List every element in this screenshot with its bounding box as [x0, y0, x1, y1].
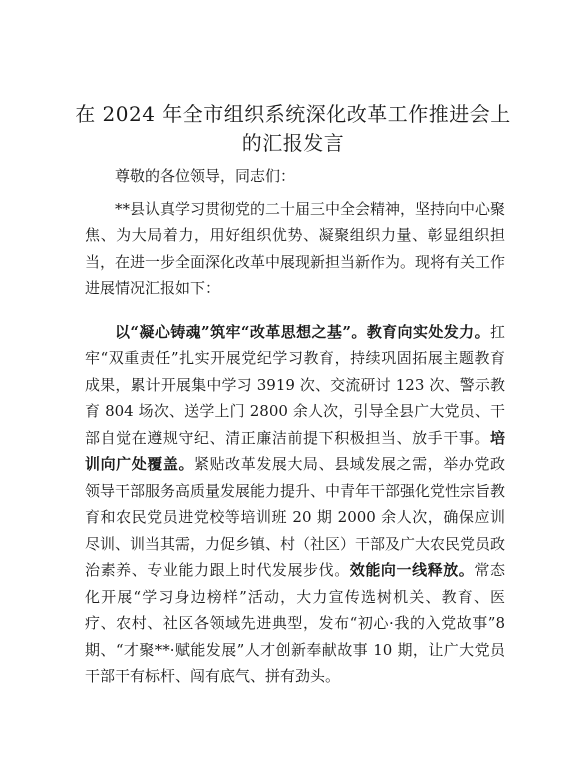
section-heading: 以“凝心铸魂”筑牢“改革思想之基”。	[115, 322, 367, 341]
subsection-heading-training: 培训向广处覆盖。	[85, 428, 505, 473]
intro-paragraph: **县认真学习贯彻党的二十届三中全会精神，坚持向中心聚焦、为大局着力，用好组织优势、凝聚组织力量、彰显组织担当，在进一步全面深化改革中展现新担当新作为。现将有关工作进展情况汇报如下：	[85, 199, 506, 297]
subsection-heading-efficiency: 效能向一线释放。	[349, 561, 475, 579]
title-line-1: 在 2024 年全市组织系统深化改革工作推进会上	[75, 102, 511, 126]
subsection-text-education: 扛牢“双重责任”扎实开展党纪学习教育，持续巩固拓展主题教育成果，累计开展集中学习 3919 次、交流研讨 123 次、警示教育 804 场次、送学上门 2800 余人次，引导全县广大党员、干部自觉在遵规守纪、清正廉洁前提下积极担当、放手干事。	[85, 322, 505, 447]
document-title	[60, 100, 526, 158]
section-paragraph	[85, 319, 505, 690]
title-line-2: 的汇报发言	[241, 131, 345, 155]
subsection-heading-education: 教育向实处发力。	[366, 322, 490, 341]
salutation: 尊敬的各位领导，同志们：	[115, 167, 296, 185]
subsection-text-training: 紧贴改革发展大局、县域发展之需，举办党政领导干部服务高质量发展能力提升、中青年干部强化党性宗旨教育和农民党员进党校等培训班 20 期 2000 余人次，确保应训尽训、训当其需，力促乡镇、村（社区）干部及广大农民党员政治素养、专业能力跟上时代发展步伐。	[85, 455, 506, 579]
document-body	[85, 163, 505, 690]
subsection-text-efficiency: 常态化开展“学习身边榜样”活动，大力宣传选树机关、教育、医疗、农村、社区各领域先进典型，发布“初心·我的入党故事”8 期、“才聚**·赋能发展”人才创新奉献故事 10 期，让广大党员干部干有标杆、闯有底气、拼有劲头。	[85, 561, 505, 685]
